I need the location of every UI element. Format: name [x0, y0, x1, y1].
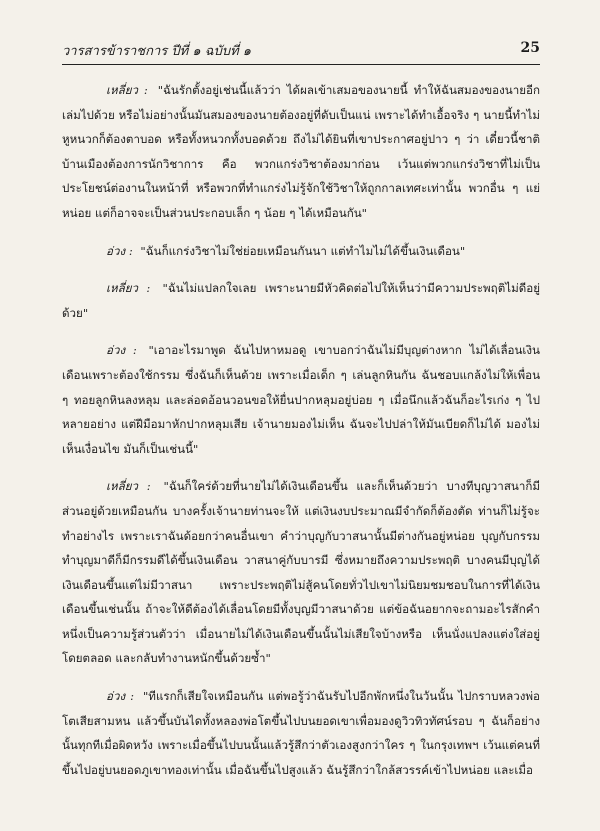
speaker-label: อ่วง :: [106, 343, 137, 358]
dialogue-text: "ฉันก็แกร่งวิชาไม่ใช่ย่อยเหมือนกันนา แต่ทำไมไม่ได้ขึ้นเงินเดือน": [140, 243, 466, 258]
dialogue-paragraph: [62, 276, 540, 325]
speaker-label: เหลี่ยว :: [106, 281, 151, 296]
dialogue-text: "ฉันไม่แปลกใจเลย เพราะนายมีหัวคิดต่อไปให้เห็นว่ามีความประพฤติไม่ดีอยู่ด้วย": [62, 281, 540, 320]
journal-title: วารสารข้าราชการ ปีที่ ๑ ฉบับที่ ๑: [62, 44, 252, 59]
dialogue-paragraph: [62, 239, 540, 264]
header-rule: [62, 64, 540, 65]
dialogue-text: "ฉันก็ใคร่ด้วยที่นายไม่ได้เงินเดือนขึ้น และก็เห็นด้วยว่า บางทีบุญวาสนาก็มีส่วนอยู่ด้วยเหมือนกัน บางครั้งเจ้านายท่านจะให้ แต่เงินงบประมาณมีจำกัดก็ต้องตัด ท่านก็ไม่รู้จะทำอย่างไร เพราะเราฉันด้อยกว่าคนอื่นเขา คำว่าบุญกับวาสนานั้นมีต่างกันอยู่หน่อย บุญกับกรรมทำบุญมาดีก็มีกรรมดีได้ขึ้นเงินเดือน วาสนาคู่กับบารมี ซึ่งหมายถึงความประพฤติ บางคนมีบุญได้เงินเดือนขึ้นแต่ไม่มีวาสนา เพราะประพฤติไม่สู้คนโดยทั่วไปเขาไม่นิยมชมชอบในการที่ได้เงินเดือนขึ้นเช่นนั้น ถ้าจะให้ดีต้องได้เลื่อนโดยมีทั้งบุญมีวาสนาด้วย แต่ข้อฉันอยากจะถามอะไรสักคำหนึ่งเป็นความรู้ส่วนตัวว่า เมื่อนายไม่ได้เงินเดือนขึ้นนั้นไม่เสียใจบ้างหรือ เห็นนั่งแปลงแต่งใส่อยู่โดยตลอด และกลับทำงานหนักขึ้นด้วยซ้ำ": [62, 479, 540, 666]
page-number: 25: [520, 40, 540, 56]
dialogue-paragraph: [62, 474, 540, 671]
dialogue-text: "ทีแรกก็เสียใจเหมือนกัน แต่พอรู้ว่าฉันรับไปอีกพักหนึ่งในวันนั้น ไปกราบหลวงพ่อโตเสียสามหน แล้วขึ้นบันไดทั้งหลองพ่อโตขึ้นไปบนยอดเขาเพื่อมองดูวิวทิวทัศน์รอบ ๆ ฉันก็อย่างนั้นทุกทีเมื่อผิดหวัง เพราะเมื่อขึ้นไปบนนั้นแล้วรู้สึกว่าตัวเองสูงกว่าใคร ๆ ในกรุงเทพฯ เว้นแต่คนที่ขึ้นไปอยู่บนยอดภูเขาทองเท่านั้น เมื่อฉันขึ้นไปสูงแล้ว ฉันรู้สึกว่าใกล้สวรรค์เข้าไปหน่อย และเมื่อ: [62, 689, 540, 777]
speaker-label: อ่วง :: [106, 243, 133, 258]
speaker-label: เหลี่ยว :: [106, 83, 148, 97]
page-body: [62, 78, 540, 811]
page-header: [62, 40, 540, 62]
speaker-label: อ่วง :: [106, 689, 134, 704]
dialogue-paragraph: [62, 338, 540, 461]
dialogue-paragraph: [62, 684, 540, 782]
dialogue-text: "ฉันรักตั้งอยู่เช่นนี้แล้วว่า ได้ผลเข้าเสมอของนายนี้ ทำให้ฉันสมองของนายอีกเล่มไปด้วย หรือไม่อย่างนั้นมันสมองของนายต้องอยู่ที่ดับเป็นแน่ เพราะได้ทำเอื้อจริง ๆ นายนี้ทำไม่หูหนวกก็ต้องตาบอด หรือทั้งหนวกทั้งบอดด้วย ถึงไม่ได้ยินที่เขาประกาศอยู่ปาว ๆ ว่า เดี๋ยวนี้ชาติบ้านเมืองต้องการนักวิชาการ คือ พวกแกร่งวิชาต้องมาก่อน เว้นแต่พวกแกร่งวิชาที่ไม่เป็นประโยชน์ต่องานในหน้าที่ หรือพวกที่ทำแกร่งไม่รู้จักใช้วิชาให้ถูกกาลเทศะเท่านั้น พวกอื่น ๆ แย่หน่อย แต่ก็อาจจะเป็นส่วนประกอบเล็ก ๆ น้อย ๆ ได้เหมือนกัน": [62, 83, 540, 220]
dialogue-text: "เอาอะไรมาพูด ฉันไปหาหมอดู เขาบอกว่าฉันไม่มีบุญต่างหาก ไม่ได้เลื่อนเงินเดือนเพราะต้องใช้กรรม ซึ่งฉันก็เห็นด้วย เพราะเมื่อเด็ก ๆ เล่นลูกหินกัน ฉันชอบแกล้งไม่ให้เพื่อน ๆ ทอยลูกหินลงหลุม และล่อดอ้อนวอนขอให้ยื่นปากหลุมอยู่บ่อย ๆ เมื่อนึกแล้วฉันก็อะไรเก่ง ๆ ไปหลายอย่าง แต่ฝีมือมาหักปากหลุมเสีย เจ้านายมองไม่เห็น ฉันจะไปปล่าให้มันเบียดก็ไม่ได้ มองไม่เห็นเงื่อนไข มันก็เป็นเช่นนี้": [62, 343, 540, 456]
dialogue-paragraph: [62, 78, 540, 226]
speaker-label: เหลี่ยว :: [106, 479, 151, 494]
